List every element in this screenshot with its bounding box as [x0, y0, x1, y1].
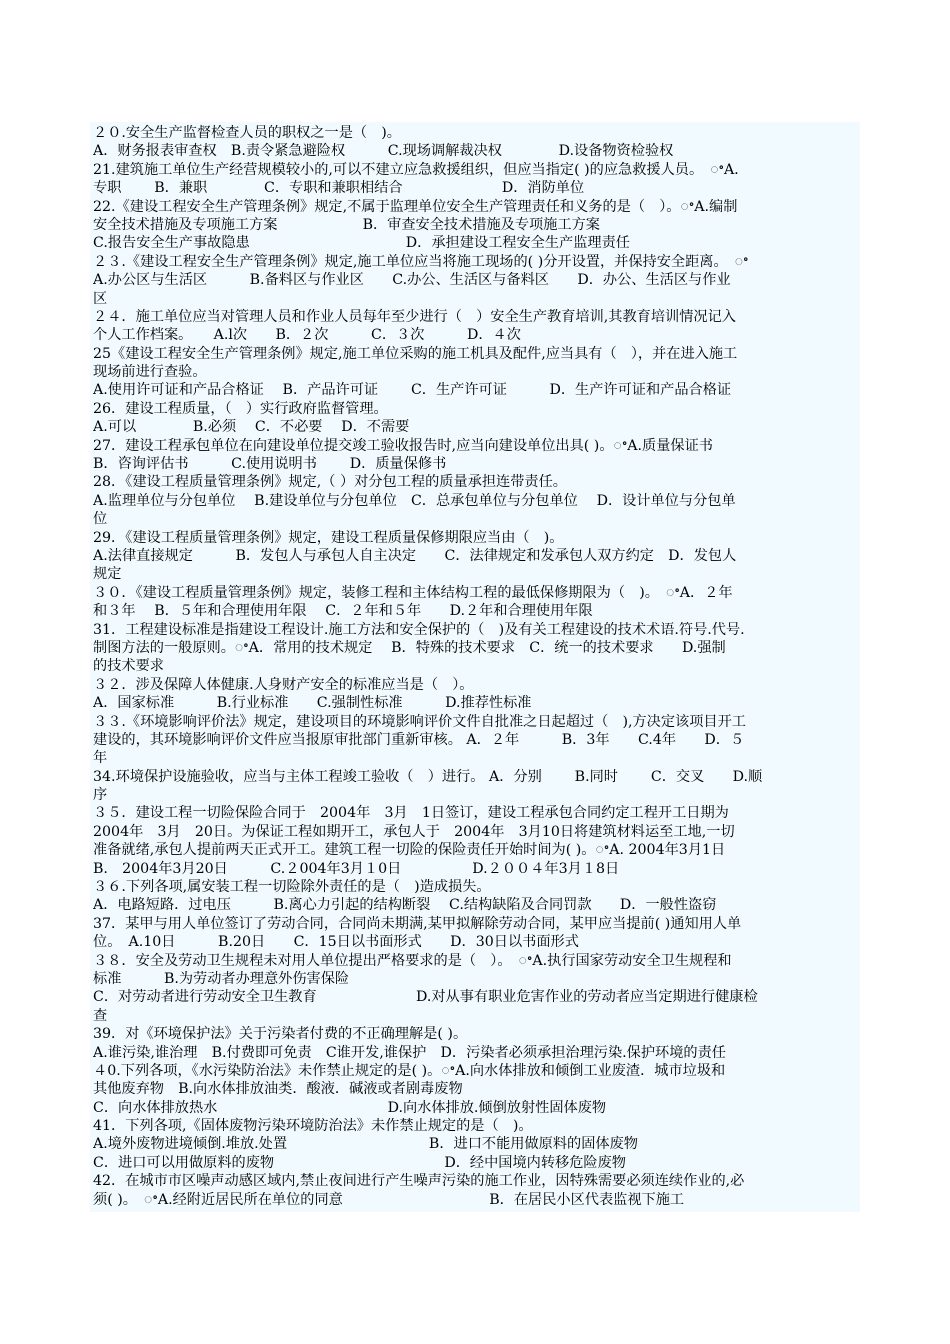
- text-line: 规定: [93, 566, 122, 583]
- text-line: 31．工程建设标准是指建设工程设计.施工方法和安全保护的（ )及有关工程建设的技术术语.符号.代号.: [93, 621, 745, 638]
- text-line: C．对劳动者进行劳动安全卫生教育 D.对从事有职业危害作业的劳动者应当定期进行健康检: [93, 989, 758, 1006]
- text-line: ３２．涉及保障人体健康.人身财产安全的标准应当是（ ）。: [93, 676, 474, 693]
- text-line: 年: [93, 750, 108, 767]
- text-line: C．进口可以用做原料的废物 D．经中国境内转移危险废物: [93, 1154, 626, 1171]
- text-line: ４0.下列各项，《水污染防治法》未作禁止规定的是( )。ꢀA.向水体排放和倾倒工业废渣．城市垃圾和: [93, 1062, 726, 1079]
- text-line: 制图方法的一般原则。ꢀA．常用的技术规定 B．特殊的技术要求 C．统一的技术要求 D.强制: [93, 639, 726, 656]
- text-line: 2004年 3月 20日。为保证工程如期开工，承包人于 2004年 3月10日将建筑材料运至工地,一切: [93, 823, 735, 840]
- text-line: 34.环境保护设施验收，应当与主体工程竣工验收（ ）进行。 A．分别 B.同时 C．交叉 D.顺: [93, 768, 763, 785]
- text-line: ３３.《环境影响评价法》规定，建设项目的环境影响评价文件自批准之日起超过（ ),方决定该项目开工: [93, 713, 746, 730]
- text-line: 位: [93, 511, 108, 528]
- text-line: ２３.《建设工程安全生产管理条例》规定,施工单位应当将施工现场的( )分开设置，并保持安全距离。 ꢀ: [93, 253, 749, 270]
- text-line: A.办公区与生活区 B.备料区与作业区 C.办公、生活区与备料区 D．办公、生活区与作业: [93, 272, 731, 289]
- text-line: B．咨询评估书 C.使用说明书 D．质量保修书: [93, 456, 447, 473]
- text-line: C．向水体排放热水 D.向水体排放.倾倒放射性固体废物: [93, 1099, 607, 1116]
- text-line: 22.《建设工程安全生产管理条例》规定,不属于监理单位安全生产管理责任和义务的是（ ）。ꢀA.编制: [93, 198, 738, 215]
- text-line: 29．《建设工程质量管理条例》规定，建设工程质量保修期限应当由（ )。: [93, 529, 564, 546]
- text-line: 专职 B．兼职 C．专职和兼职相结合 D．消防单位: [93, 180, 585, 197]
- text-line: 42．在城市市区噪声动感区域内,禁止夜间进行产生噪声污染的施工作业，因特殊需要必须连续作业的,必: [93, 1173, 745, 1190]
- text-line: ２４．施工单位应当对管理人员和作业人员每年至少进行（ ）安全生产教育培训,其教育培训情况记入: [93, 308, 736, 325]
- text-line: 26．建设工程质量，（ ）实行政府监督管理。: [93, 400, 388, 417]
- text-line: C.报告安全生产事故隐患 D．承担建设工程安全生产监理责任: [93, 235, 630, 252]
- text-line: 位。 A.10日 B.20日 C．15日以书面形式 D．30日以书面形式: [93, 934, 579, 951]
- text-line: 序: [93, 787, 108, 804]
- text-line: 查: [93, 1007, 108, 1024]
- text-line: 其他废弃物 B.向水体排放油类．酸液．碱液或者剧毒废物: [93, 1081, 463, 1098]
- text-line: 须( )。 ꢀA.经附近居民所在单位的同意 B．在居民小区代表监视下施工: [93, 1191, 685, 1208]
- text-line: A.监理单位与分包单位 B.建设单位与分包单位 C．总承包单位与分包单位 D．设计单位与分包单: [93, 492, 736, 509]
- text-line: A.使用许可证和产品合格证 B．产品许可证 C．生产许可证 D．生产许可证和产品合格证: [93, 382, 732, 399]
- text-line: 27．建设工程承包单位在向建设单位提交竣工验收报告时,应当向建设单位出具( )。ꢀA.质量保证书: [93, 437, 713, 454]
- text-line: 现场前进行查验。: [93, 364, 207, 381]
- text-line: ３５．建设工程一切险保险合同于 2004年 3月 1日签订，建设工程承包合同约定工程开工日期为: [93, 805, 729, 822]
- text-line: 39．对《环境保护法》关于污染者付费的不正确理解是( )。: [93, 1026, 468, 1043]
- text-line: 28．《建设工程质量管理条例》规定,（ ）对分包工程的质量承担连带责任。: [93, 474, 567, 491]
- text-line: A．财务报表审查权 B.责令紧急避险权 C.现场调解裁决权 D.设备物资检验权: [93, 143, 674, 160]
- text-line: A.谁污染,谁治理 B.付费即可免责 C谁开发,谁保护 D．污染者必须承担治理污染.保护环境的责任: [93, 1044, 726, 1061]
- text-line: 的技术要求: [93, 658, 164, 675]
- text-line: ２０.安全生产监督检查人员的职权之一是（ )。: [93, 125, 401, 141]
- text-line: 准备就绪,承包人提前两天正式开工。建筑工程一切险的保险责任开始时间为( )。ꢀA. 2004年3月1日: [93, 842, 726, 859]
- text-line: 标准 B.为劳动者办理意外伤害保险: [93, 970, 350, 987]
- text-line: 25《建设工程安全生产管理条例》规定,施工单位采购的施工机具及配件,应当具有（ ），并在进入施工: [93, 345, 738, 362]
- text-line: ３８．安全及劳动卫生规程未对用人单位提出严格要求的是（ ）。 ꢀA.执行国家劳动安全卫生规程和: [93, 952, 732, 969]
- text-line: ３０．《建设工程质量管理条例》规定，装修工程和主体结构工程的最低保修期限为（ )。 ꢀA．２年: [93, 584, 733, 601]
- text-line: B. 2004年3月20日 C.２004年3月１0日 D.２００４年3月１8日: [93, 860, 620, 877]
- text-line: 和３年 B．５年和合理使用年限 C．２年和５年 D.２年和合理使用年限: [93, 603, 593, 620]
- text-line: ３６.下列各项,属安装工程一切险除外责任的是（ )造成损失。: [93, 879, 491, 896]
- text-line: 安全技术措施及专项施工方案 B．审查安全技术措施及专项施工方案: [93, 216, 600, 233]
- text-line: 建设的，其环境影响评价文件应当报原审批部门重新审核。 A．２年 B．3年 C.4年 D．５: [93, 731, 745, 748]
- question-text-body: [93, 124, 859, 1209]
- text-line: A．国家标准 B.行业标准 C.强制性标准 D.推荐性标准: [93, 695, 532, 712]
- text-line: A.可以 B.必须 C．不必要 D．不需要: [93, 419, 410, 436]
- text-line: 个人工作档案。 A.l次 B．２次 C．３次 D．４次: [93, 327, 521, 344]
- text-line: A．电路短路．过电压 B.离心力引起的结构断裂 C.结构缺陷及合同罚款 D．一般性盗窃: [93, 897, 717, 914]
- text-line: 21.建筑施工单位生产经营规模较小的,可以不建立应急救援组织，但应当指定( )的应急救援人员。 ꢀA．: [93, 161, 749, 178]
- text-line: 区: [93, 290, 108, 307]
- text-line: 41．下列各项,《固体废物污染环境防治法》未作禁止规定的是（ )。: [93, 1118, 533, 1135]
- text-line: A.境外废物进境倾倒.堆放.处置 B．进口不能用做原料的固体废物: [93, 1136, 638, 1153]
- text-line: 37．某甲与用人单位签订了劳动合同，合同尚未期满,某甲拟解除劳动合同，某甲应当提前( )通知用人单: [93, 915, 742, 932]
- text-line: A.法律直接规定 B．发包人与承包人自主决定 C．法律规定和发承包人双方约定 D．发包人: [93, 547, 737, 564]
